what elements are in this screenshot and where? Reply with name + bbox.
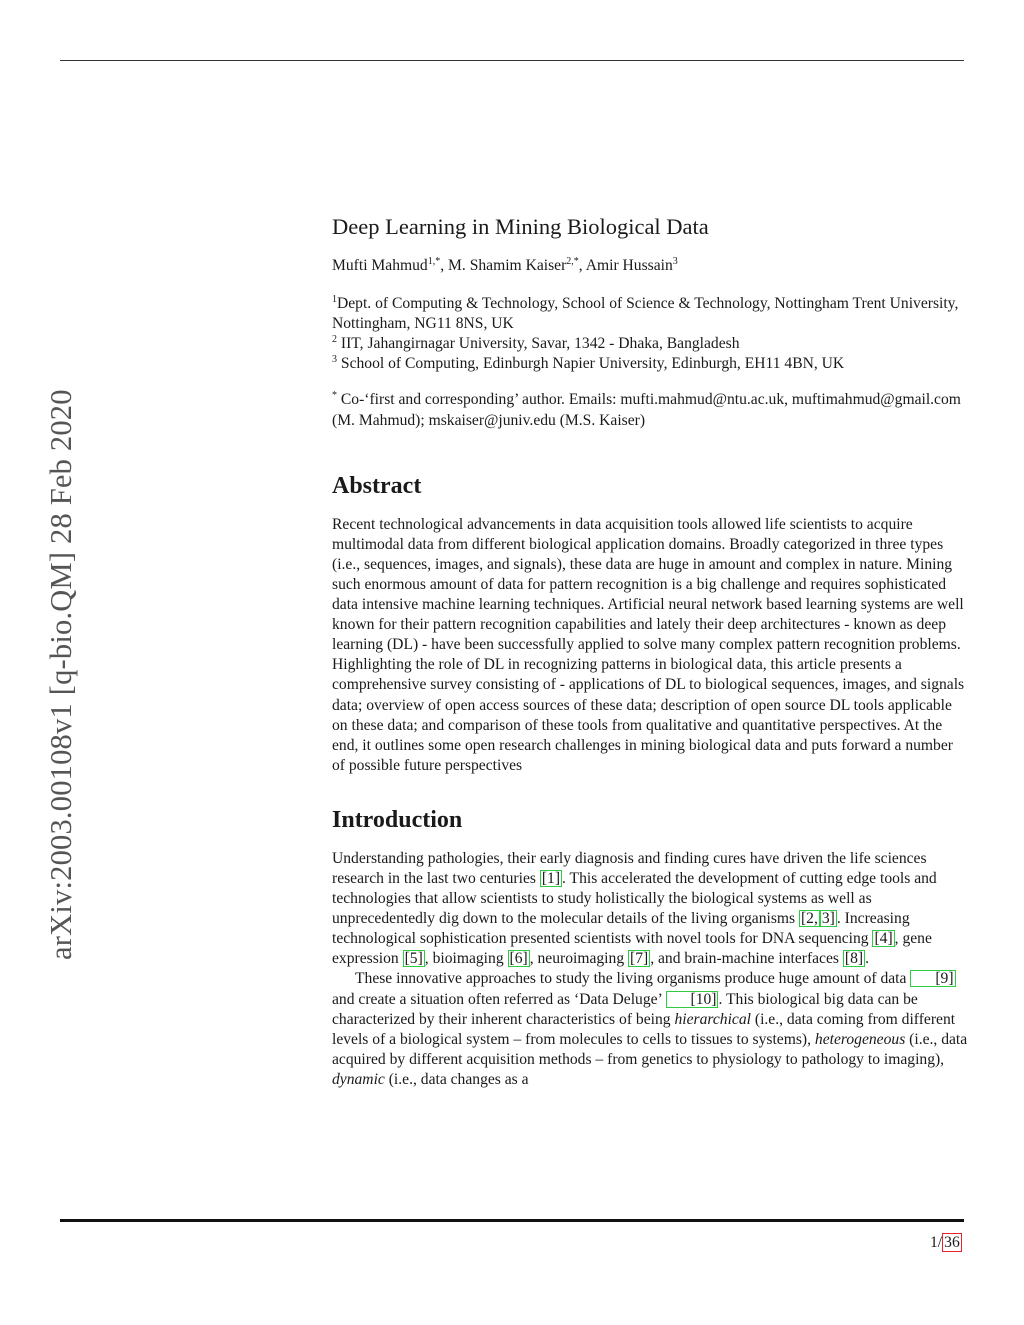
citation-link[interactable]: [6] <box>509 950 528 968</box>
citation-link[interactable]: [9] <box>910 970 955 987</box>
author-affiliation-mark: 3 <box>672 256 678 267</box>
main-content <box>332 212 968 1090</box>
bottom-rule <box>60 1219 964 1222</box>
citation-link[interactable]: [7] <box>630 950 649 968</box>
author-list: Mufti Mahmud$^{1,*}$, M. Shamim Kaiser$^{2,*}$, Amir Hussain$^3$ <box>332 256 678 274</box>
affiliations <box>332 294 968 374</box>
affiliation: $^2$ IIT, Jahangirnagar University, Savar, 1342 - Dhaka, Bangladesh <box>332 334 740 353</box>
affiliation: $^1$Dept. of Computing & Technology, School of Science & Technology, Nottingham Trent University, Nottingham, NG11 8NS, UK <box>332 294 959 333</box>
author-name: M. Shamim Kaiser <box>448 257 567 274</box>
abstract-heading: Abstract <box>332 472 422 499</box>
author-name: Mufti Mahmud <box>332 257 428 274</box>
citation-link[interactable]: [10] <box>666 991 719 1008</box>
intro-paragraph-2: These innovative approaches to study the living organisms produce huge amount of data [9] and create a situation often referred as ‘Data Deluge’ [10] . This biological big data can be characterized by their inherent characteristics of being hierarchical (i.e., data coming from different levels of a biological system – from molecules to cells to tissues to systems), heterogeneous (i.e., data acquired by different acquisition methods – from genetics to physiology to pathology to imaging), dynamic (i.e., data changes as a <box>332 970 968 1088</box>
abstract-text: Recent technological advancements in data acquisition tools allowed life scientists to acquire multimodal data from different biological application domains. Broadly categorized in three types (i.e., sequences, images, and signals), these data are huge in amount and complex in nature. Mining such enormous amount of data for pattern recognition is a big challenge and requires sophisticated data intensive machine learning techniques. Artificial neural network based learning systems are well known for their pattern recognition capabilities and lately their deep architectures - known as deep learning (DL) - have been successfully applied to solve many complex pattern recognition problems. Highlighting the role of DL in recognizing patterns in biological data, this article presents a comprehensive survey consisting of - applications of DL to biological sequences, images, and signals data; overview of open access sources of these data; description of open source DL tools applicable on these data; and comparison of these tools from qualitative and quantitative perspectives. At the end, it outlines some open research challenges in mining biological data and puts forward a number of possible future perspectives <box>332 515 965 774</box>
introduction-heading: Introduction <box>332 806 463 833</box>
author-name: Amir Hussain <box>585 257 673 274</box>
total-pages-link[interactable]: 36 <box>944 1234 960 1251</box>
citation-link[interactable]: [2, <box>800 910 818 928</box>
arxiv-identifier: arXiv:2003.00108v1 [q-bio.QM] 28 Feb 2020 <box>44 389 78 960</box>
citation-link[interactable]: [4] <box>874 930 893 948</box>
affiliation: $^3$ School of Computing, Edinburgh Napier University, Edinburgh, EH11 4BN, UK <box>332 354 845 373</box>
citation-link[interactable]: [8] <box>844 950 864 968</box>
page-number: 1/ 36 <box>930 1234 960 1251</box>
intro-paragraph-1: Understanding pathologies, their early diagnosis and finding cures have driven the life sciences research in the last two centuries [1] . This accelerated the development of cutting edge tools and technologies that allow scientists to study holistically the biological systems as well as unprecedentedly dig down to the molecular details of the living organisms [2, 3] . Increasing technological sophistication presented scientists with novel tools for DNA sequencing [4] , gene expression [5] , bioimaging [6] , neuroimaging [7] , and brain-machine interfaces [8] . <box>332 849 937 968</box>
citation-link[interactable]: 3] <box>821 910 835 928</box>
author-affiliation-mark: 1,* <box>427 256 441 267</box>
top-rule <box>60 60 964 61</box>
author-affiliation-mark: 2,* <box>566 256 579 267</box>
citation-link[interactable]: [5] <box>404 950 423 968</box>
paper-title: Deep Learning in Mining Biological Data <box>332 214 709 239</box>
citation-link[interactable]: [1] <box>541 869 561 887</box>
correspondence-note: * Co-‘first and corresponding’ author. Emails: mufti.mahmud@ntu.ac.uk, muftimahmud@gmail.com (M. Mahmud); mskaiser@juniv.edu (M.S. Kaiser) <box>332 390 961 429</box>
